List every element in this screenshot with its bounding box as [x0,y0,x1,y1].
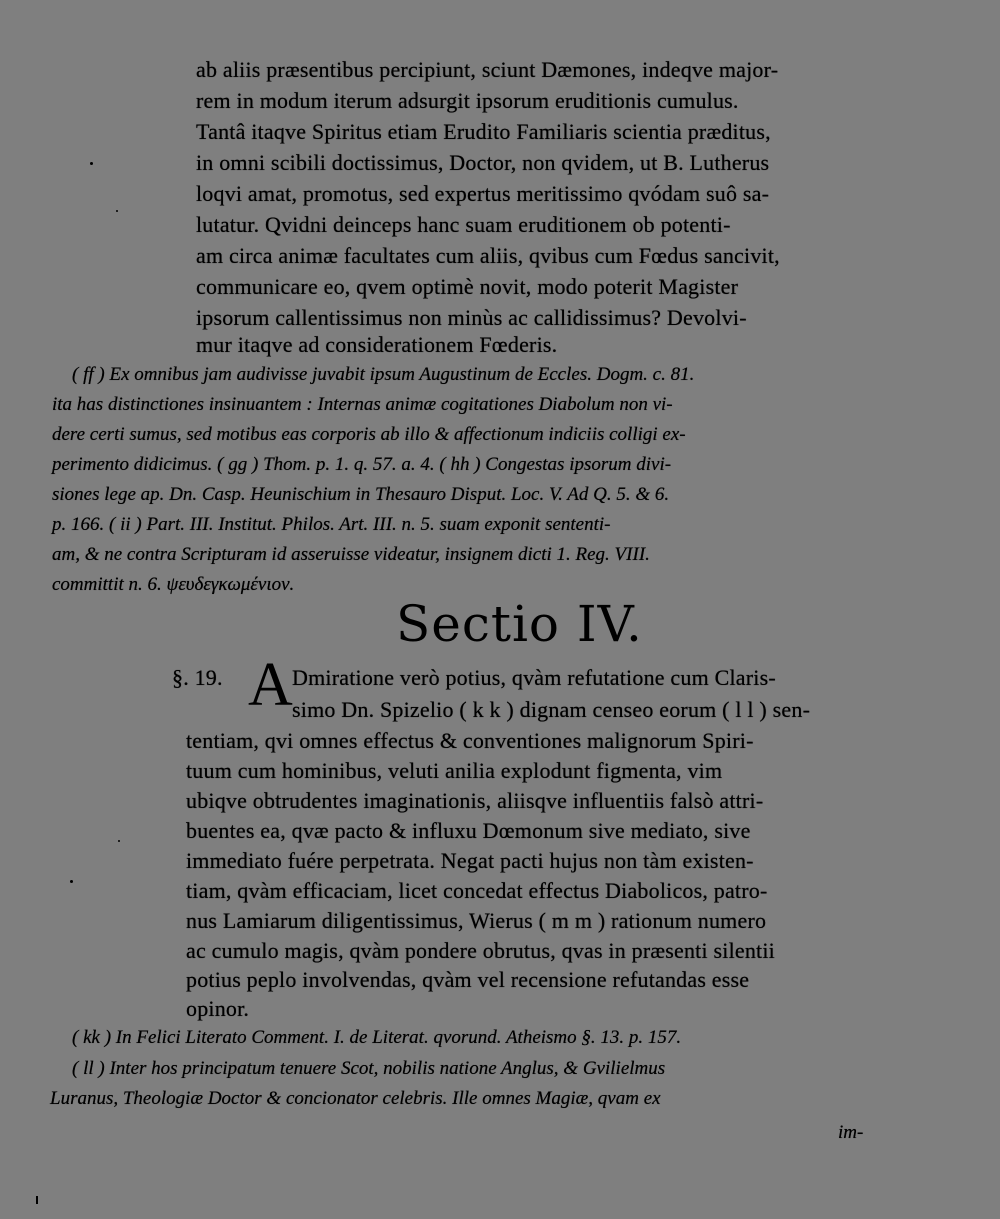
drop-cap: A [248,651,293,719]
text-line: communicare eo, qvem optimè novit, modo poterit Magister [196,274,739,299]
text-line: loqvi amat, promotus, sed expertus meritissimo qvódam suô sa- [196,181,770,206]
footnote-line: ( ff ) Ex omnibus jam audivisse juvabit ipsum Augustinum de Eccles. Dogm. c. 81. [72,364,695,385]
text-line: lutatur. Qvidni deinceps hanc suam eruditionem ob potenti- [196,212,731,237]
footnote-line: ita has distinctiones insinuantem : Internas animæ cogitationes Diabolum non vi- [52,394,673,415]
text-line: rem in modum iterum adsurgit ipsorum eruditionis cumulus. [196,88,739,113]
text-line: opinor. [186,996,250,1021]
footnote-line: p. 166. ( ii ) Part. III. Institut. Philos. Art. III. n. 5. suam exponit sententi- [52,514,611,535]
footnote-line: siones lege ap. Dn. Casp. Heunischium in Thesauro Disput. Loc. V. Ad Q. 5. & 6. [52,484,670,505]
footnote-line: ( kk ) In Felici Literato Comment. I. de Literat. qvorund. Atheismo §. 13. p. 157. [72,1027,682,1048]
text-line: Tantâ itaqve Spiritus etiam Erudito Familiaris scientia præditus, [196,119,771,144]
text-line: tiam, qvàm efficaciam, licet concedat effectus Diabolicos, patro- [186,878,768,903]
text-line: potius peplo involvendas, qvàm vel recensione refutandas esse [186,967,750,992]
footnote-line: dere certi sumus, sed motibus eas corporis ab illo & affectionum indiciis colligi ex- [52,424,686,445]
footnote-line: im- [838,1122,864,1143]
text-line: ac cumulo magis, qvàm pondere obrutus, qvas in præsenti silentii [186,938,775,963]
text-line: tentiam, qvi omnes effectus & conventiones malignorum Spiri- [186,728,754,753]
text-line: in omni scibili doctissimus, Doctor, non qvidem, ut B. Lutherus [196,150,770,175]
footnote-line: Luranus, Theologiæ Doctor & concionator celebris. Ille omnes Magiæ, qvam ex [50,1088,661,1109]
text-line: nus Lamiarum diligentissimus, Wierus ( m m ) rationum numero [186,908,767,933]
text-line: ubiqve obtrudentes imaginationis, aliisqve influentiis falsò attri- [186,788,764,813]
ink-speck [116,210,118,212]
text-line: ipsorum callentissimus non minùs ac callidissimus? Devolvi- [196,305,747,330]
ink-speck [118,840,120,842]
footnote-line: am, & ne contra Scripturam id asseruisse videatur, insignem dicti 1. Reg. VIII. [52,544,650,565]
footnote-line: ( ll ) Inter hos principatum tenuere Scot, nobilis natione Anglus, & Gvilielmus [72,1058,666,1079]
text-line: am circa animæ facultates cum aliis, qvibus cum Fœdus sancivit, [196,243,780,268]
text-line: simo Dn. Spizelio ( k k ) dignam censeo eorum ( l l ) sen- [292,697,811,722]
text-line: immediato fuére perpetrata. Negat pacti hujus non tàm existen- [186,848,754,873]
paragraph-number: §. 19. [172,665,223,690]
text-line: Dmiratione verò potius, qvàm refutatione cum Claris- [292,665,776,690]
footnote-line: committit n. 6. ψευδεγκωμένιον. [52,574,295,595]
ink-speck [70,880,73,883]
ink-speck [90,162,93,165]
section-heading: Sectio IV. [396,595,643,653]
text-line: tuum cum hominibus, veluti anilia explodunt figmenta, vim [186,758,723,783]
text-line: ab aliis præsentibus percipiunt, sciunt Dæmones, indeqve major- [196,57,779,82]
footnote-line: perimento didicimus. ( gg ) Thom. p. 1. q. 57. a. 4. ( hh ) Congestas ipsorum divi- [52,454,672,475]
text-line: buentes ea, qvæ pacto & influxu Dœmonum sive mediato, sive [186,818,751,843]
text-line: mur itaqve ad considerationem Fœderis. [196,332,558,357]
ink-speck [36,1196,38,1204]
